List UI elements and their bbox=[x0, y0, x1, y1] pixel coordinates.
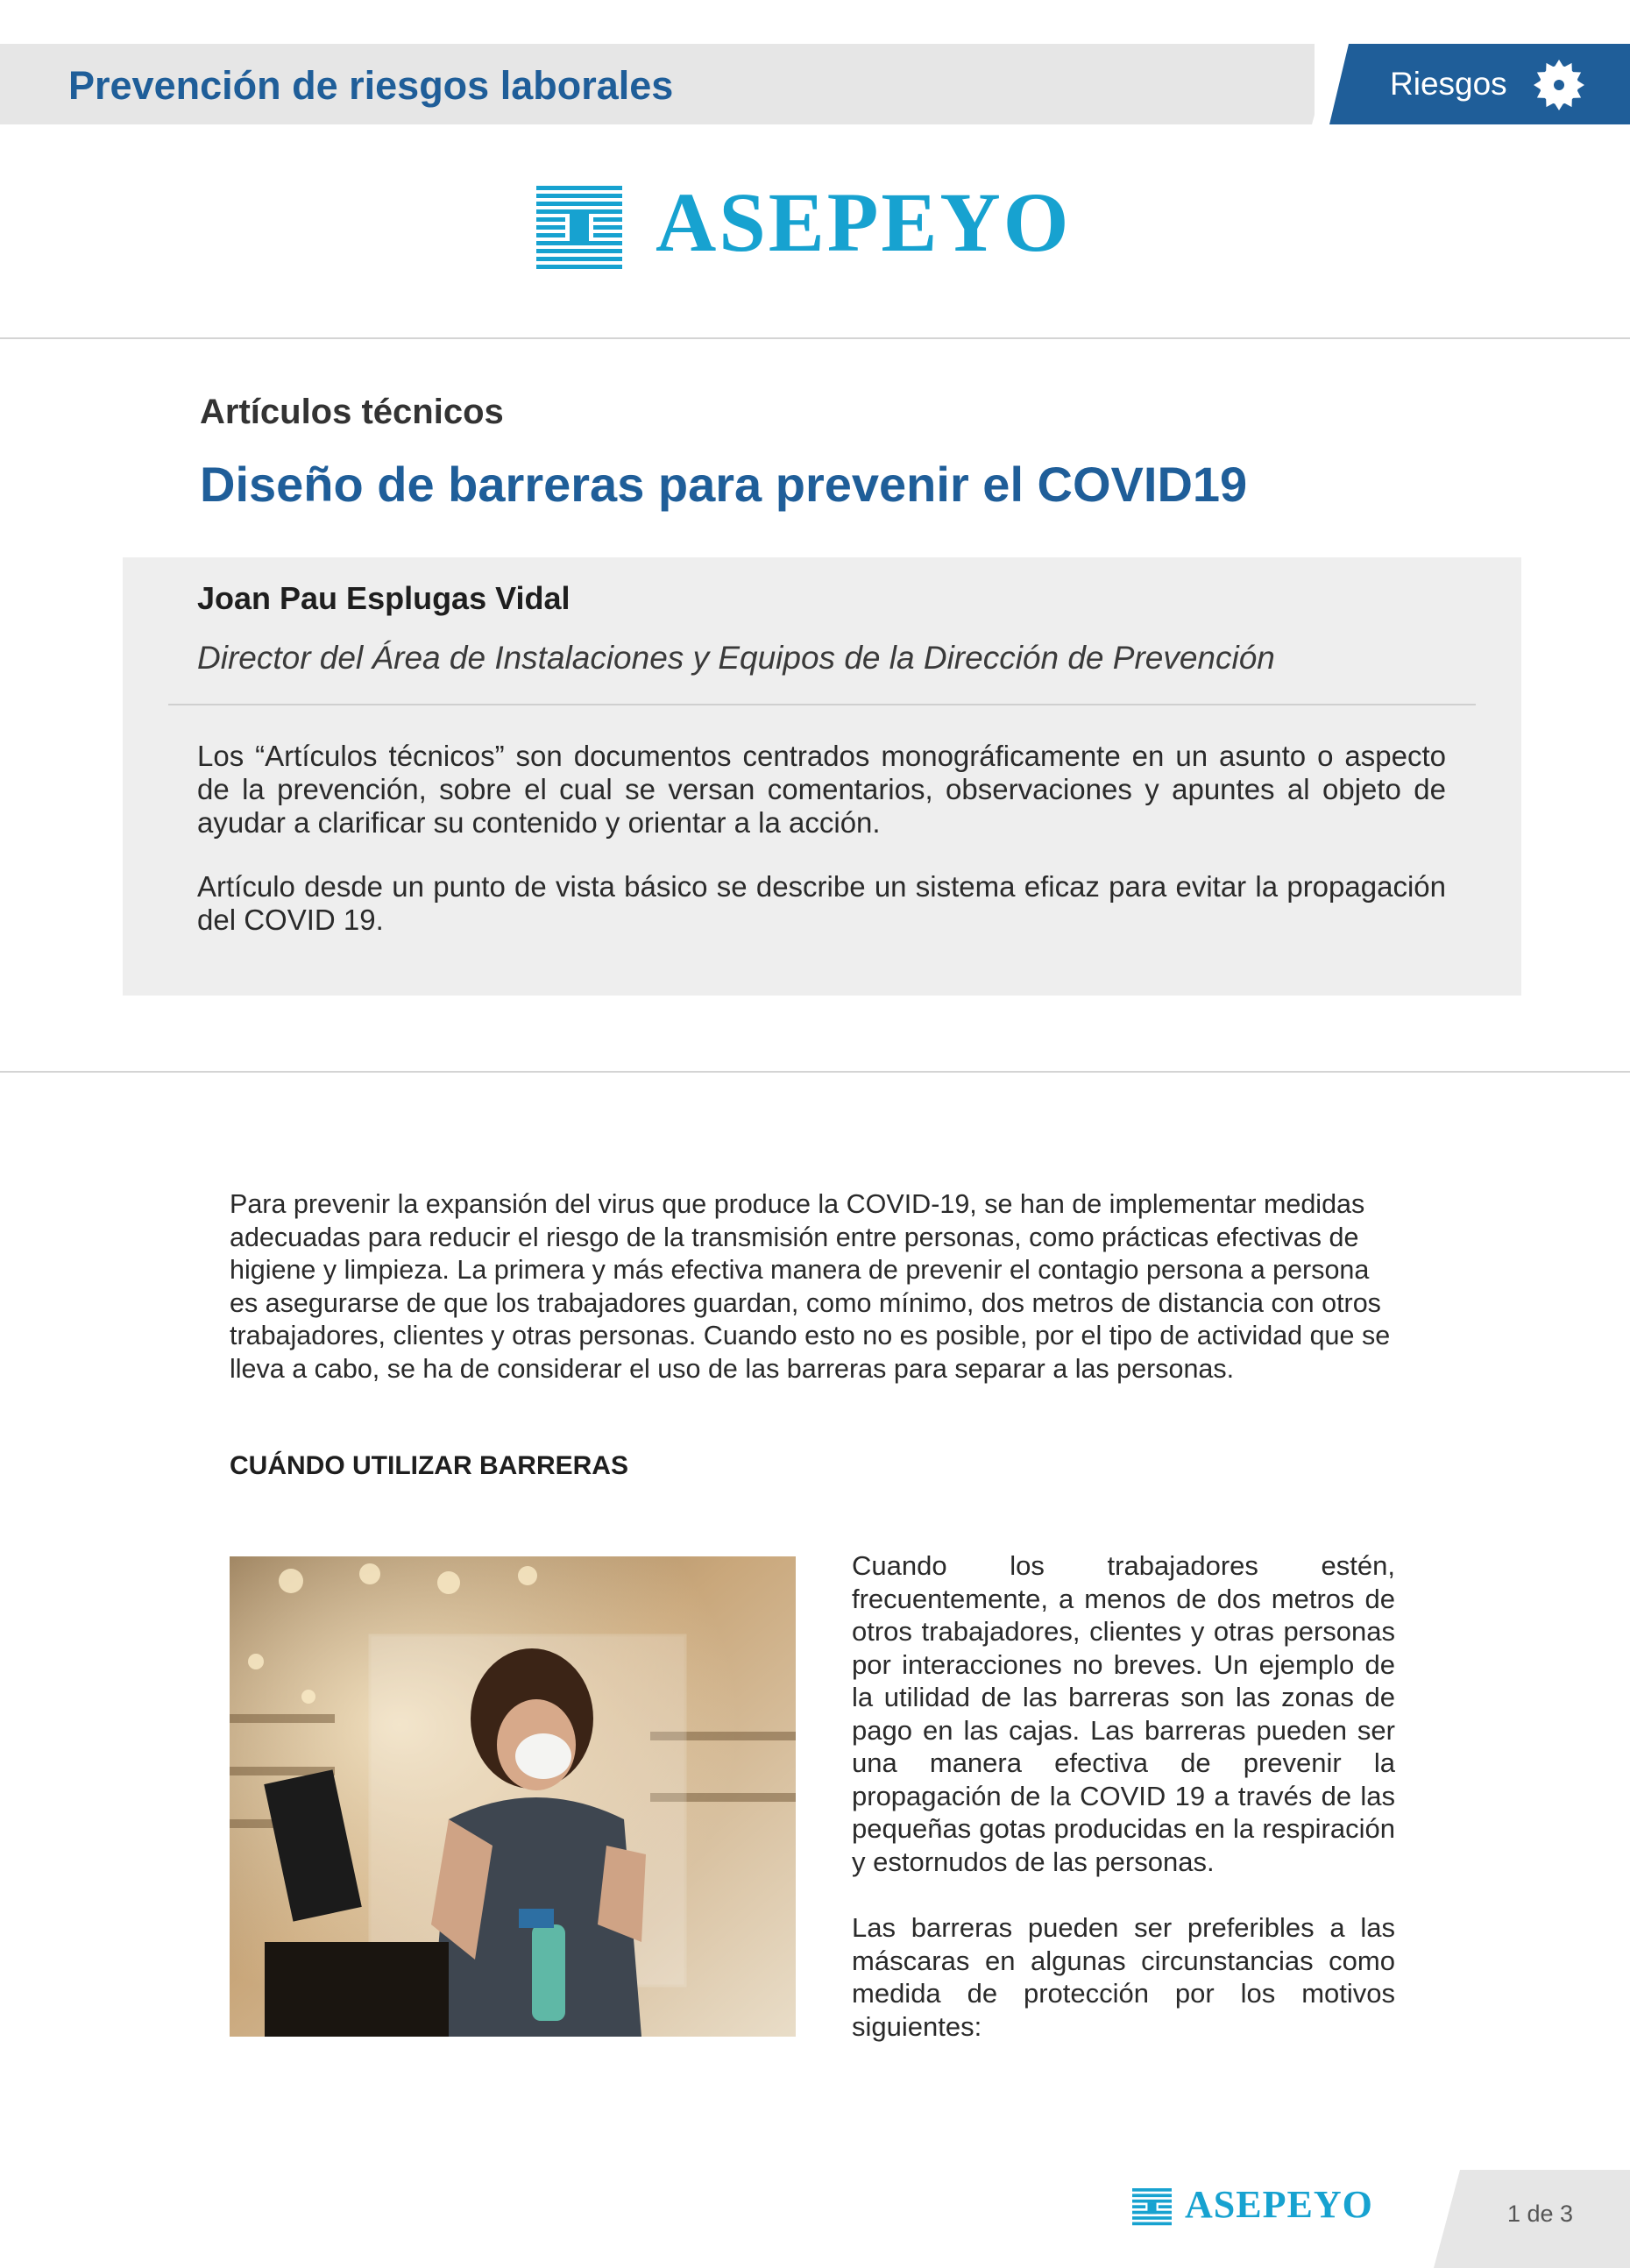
page-number: 1 de 3 bbox=[1507, 2201, 1574, 2227]
category-tag-label: Riesgos bbox=[1390, 66, 1507, 102]
cashier-barrier-photo bbox=[230, 1556, 796, 2037]
section-label: Artículos técnicos bbox=[200, 393, 504, 431]
footer-logo-text: ASEPEYO bbox=[1185, 2183, 1373, 2226]
column-paragraph: Las barreras pueden ser preferibles a las máscaras en algunas circunstancias como medida de protección por los motivos siguientes: bbox=[852, 1912, 1395, 2042]
article-title: Diseño de barreras para prevenir el COVID19 bbox=[200, 457, 1248, 512]
asepeyo-cross-logo-icon bbox=[536, 186, 622, 272]
summary-paragraph: Los “Artículos técnicos” son documentos centrados monográficamente en un asunto o aspecto de la prevención, sobre el cual se versan comentarios, observaciones y apuntes al objeto de ayudar a clarificar su contenido y orientar a la acción. bbox=[197, 740, 1446, 839]
asepeyo-logo-text: ASEPEYO bbox=[656, 175, 1072, 269]
author-name: Joan Pau Esplugas Vidal bbox=[197, 580, 570, 616]
section-subheading: CUÁNDO UTILIZAR BARRERAS bbox=[230, 1451, 628, 1480]
header-title: Prevención de riesgos laborales bbox=[68, 63, 674, 108]
asepeyo-footer-logo-icon bbox=[1132, 2188, 1172, 2228]
divider bbox=[0, 1071, 1630, 1073]
summary-divider bbox=[168, 704, 1476, 705]
saw-blade-icon bbox=[1532, 58, 1586, 112]
column-paragraph: Cuando los trabajadores estén, frecuentemente, a menos de dos metros de otros trabajadores, clientes y otras personas por interacciones no breves. Un ejemplo de la utilidad de las barreras son las zonas de pago en las cajas. Las barreras pueden ser una manera efectiva de prevenir la propagación de la COVID 19 a través de las pequeñas gotas producidas en la respiración y estornudos de las personas. bbox=[852, 1550, 1395, 1877]
intro-paragraph: Para prevenir la expansión del virus que produce la COVID-19, se han de implementar medidas adecuadas para reducir el riesgo de la transmisión entre personas, como prácticas efectivas de higiene y limpieza. La primera y más efectiva manera de prevenir el contagio persona a persona es asegurarse de que los trabajadores guardan, como mínimo, dos metros de distancia con otros trabajadores, clientes y otras personas. Cuando esto no es posible, por el tipo de actividad que se lleva a cabo, se ha de considerar el uso de las barreras para separar a las personas. bbox=[230, 1189, 1391, 1384]
divider bbox=[0, 337, 1630, 339]
summary-paragraph: Artículo desde un punto de vista básico se describe un sistema eficaz para evitar la propagación del COVID 19. bbox=[197, 870, 1446, 936]
author-role: Director del Área de Instalaciones y Equipos de la Dirección de Prevención bbox=[197, 640, 1275, 676]
